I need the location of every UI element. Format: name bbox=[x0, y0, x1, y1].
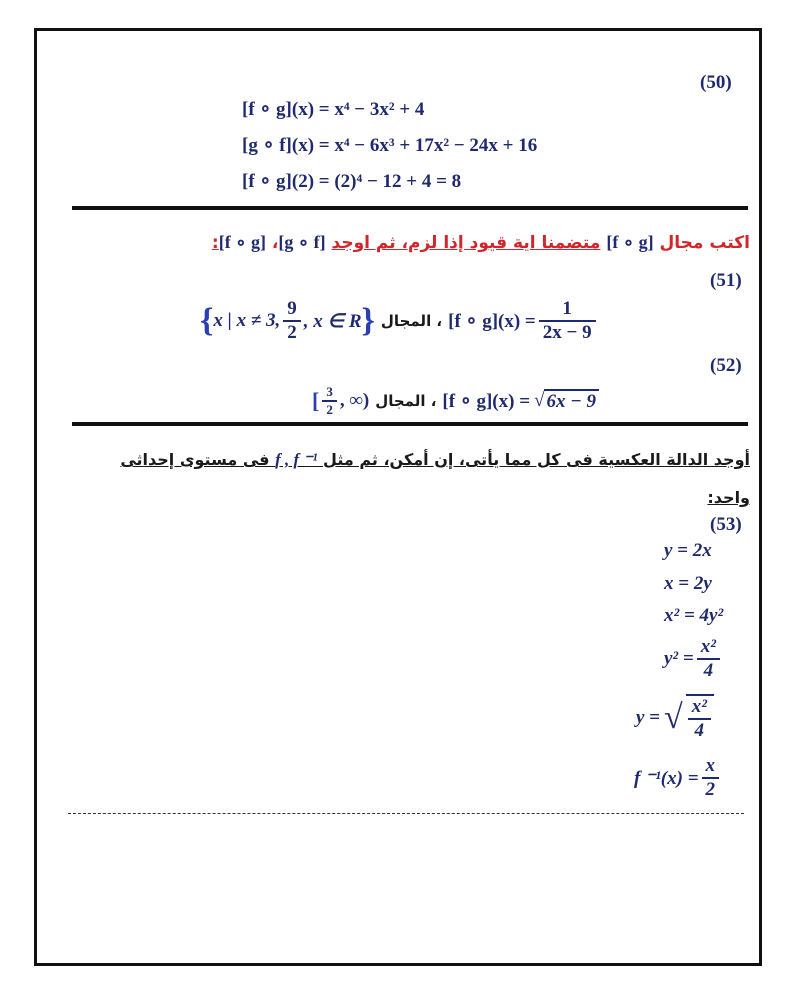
step-5-lhs: y = bbox=[636, 707, 661, 728]
step-4-den: 4 bbox=[697, 658, 720, 682]
step-5-fraction bbox=[686, 694, 714, 742]
domain-body-b: , x ∈ R bbox=[303, 310, 362, 332]
section-1-heading bbox=[212, 232, 750, 253]
interval-fraction bbox=[322, 384, 337, 418]
problem-52-equation bbox=[312, 384, 599, 418]
heading-fog-2: [f ∘ g] bbox=[218, 232, 266, 252]
page-frame bbox=[34, 28, 762, 966]
step-4-fraction bbox=[697, 636, 720, 682]
heading-part-1: اكتب مجال bbox=[659, 233, 750, 253]
domain-label: ، المجال bbox=[380, 312, 443, 330]
problem-50-line-2: [g ∘ f](x) = x⁴ − 6x³ + 17x² − 24x + 16 bbox=[242, 135, 538, 156]
step-6-den: 2 bbox=[702, 777, 720, 801]
step-4-lhs: y² = bbox=[664, 648, 694, 669]
problem-51-denominator: 2x − 9 bbox=[539, 320, 596, 344]
step-5 bbox=[636, 694, 717, 742]
step-1: y = 2x bbox=[664, 540, 712, 561]
section-2-heading-line-1 bbox=[120, 450, 750, 470]
domain-fraction-den: 2 bbox=[283, 320, 301, 344]
domain-body-a: x | x ≠ 3, bbox=[213, 310, 281, 331]
section-divider-2 bbox=[72, 422, 748, 426]
domain-open-brace: { bbox=[200, 302, 214, 339]
domain-fraction-num: 9 bbox=[287, 298, 297, 319]
step-5-den: 4 bbox=[688, 718, 711, 742]
heading-colon: : bbox=[211, 233, 219, 253]
dashed-separator bbox=[68, 813, 744, 814]
interval-rest: , ∞) bbox=[339, 390, 370, 411]
step-2: x = 2y bbox=[664, 573, 712, 594]
problem-51-equation bbox=[200, 298, 599, 344]
heading-gof: [g ∘ f] bbox=[278, 232, 326, 252]
section-2-text: أوجد الدالة العكسية فى كل مما يأتى، إن أمكن، ثم مثل bbox=[323, 450, 750, 469]
heading-fog: [f ∘ g] bbox=[606, 232, 654, 252]
step-5-radical: √ bbox=[664, 699, 683, 736]
step-3: x² = 4y² bbox=[664, 605, 724, 626]
problem-51-number: (51) bbox=[710, 270, 742, 291]
problem-50-line-1: [f ∘ g](x) = x⁴ − 3x² + 4 bbox=[242, 99, 425, 120]
problem-51-numerator: 1 bbox=[562, 298, 572, 319]
step-6-lhs: f ⁻¹(x) = bbox=[634, 767, 699, 789]
problem-50-line-3: [f ∘ g](2) = (2)⁴ − 12 + 4 = 8 bbox=[242, 171, 462, 192]
interval-den: 2 bbox=[322, 400, 337, 418]
domain-close-brace: } bbox=[361, 302, 375, 339]
step-4-num: x² bbox=[700, 636, 716, 657]
heading-end: ، bbox=[271, 233, 279, 253]
radicand: 6x − 9 bbox=[544, 389, 599, 413]
domain-label-52: ، المجال bbox=[375, 392, 437, 410]
problem-52-number: (52) bbox=[710, 355, 742, 376]
step-6 bbox=[634, 755, 722, 801]
problem-51-fraction bbox=[539, 298, 596, 344]
section-2-math: f , f ⁻¹ bbox=[275, 450, 318, 469]
section-divider-1 bbox=[72, 206, 748, 210]
interval-open: [ bbox=[312, 388, 320, 413]
problem-52-lhs: [f ∘ g](x) = bbox=[442, 390, 531, 412]
step-6-num: x bbox=[705, 755, 716, 776]
section-2-tail: فى مستوى إحداثى bbox=[120, 450, 270, 469]
problem-53-number: (53) bbox=[710, 514, 742, 535]
domain-fraction bbox=[283, 298, 301, 344]
heading-part-2: متضمنا اية قيود إذا لزم، ثم اوجد bbox=[331, 233, 601, 253]
interval-num: 3 bbox=[326, 384, 333, 399]
problem-50-number: (50) bbox=[700, 72, 732, 93]
section-2-heading-line-2: واحد: bbox=[707, 488, 750, 507]
problem-51-lhs: [f ∘ g](x) = bbox=[448, 310, 536, 332]
step-6-fraction bbox=[702, 755, 720, 801]
radical-sign: √ bbox=[534, 390, 545, 411]
step-4 bbox=[664, 636, 723, 682]
step-5-num: x² bbox=[691, 696, 707, 717]
